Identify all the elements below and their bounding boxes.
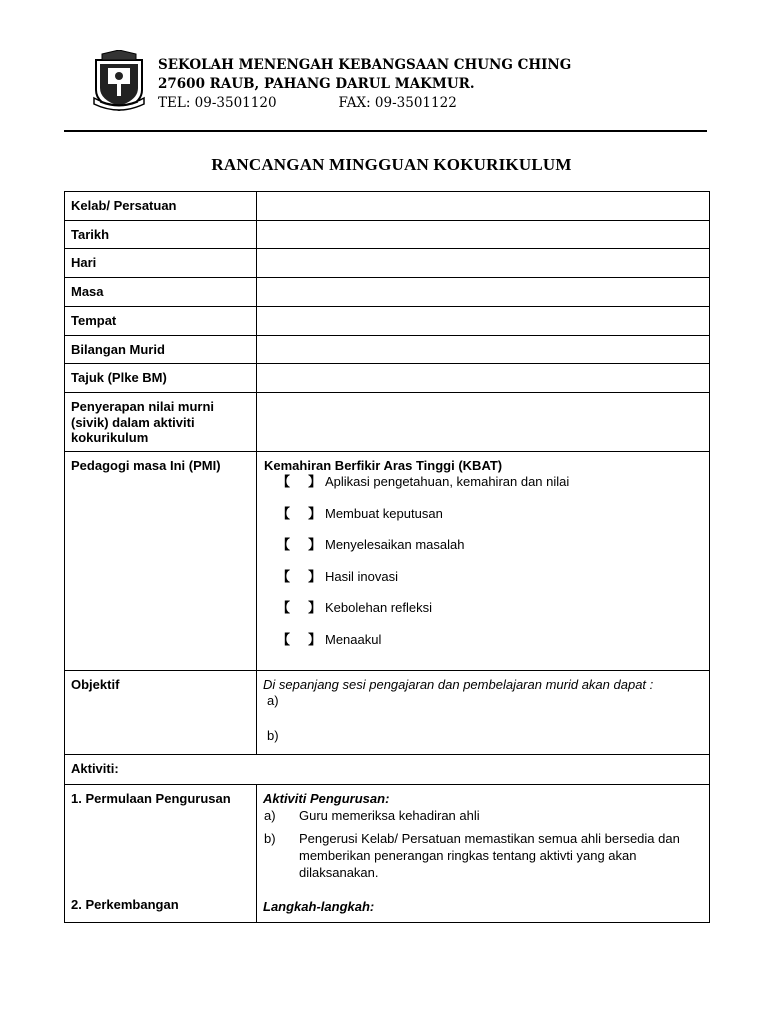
document-title: RANCANGAN MINGGUAN KOKURIKULUM — [211, 155, 572, 174]
list-item: a) Guru memeriksa kehadiran ahli — [264, 808, 480, 823]
weekly-plan-table — [64, 191, 710, 923]
label-masa: Masa — [65, 278, 257, 307]
langkah-heading: Langkah-langkah: — [263, 899, 375, 914]
checkbox-bracket[interactable]: 【 】 — [277, 600, 322, 615]
label-penyerapan: Penyerapan nilai murni (sivik) dalam aktiviti kokurikulum — [65, 393, 257, 452]
label-aktiviti: Aktiviti: — [65, 755, 710, 785]
label-tajuk: Tajuk (Plke BM) — [65, 364, 257, 393]
label-permulaan: 1. Permulaan Pengurusan — [71, 791, 231, 806]
label-kelab: Kelab/ Persatuan — [65, 192, 257, 221]
pengurusan-heading: Aktiviti Pengurusan: — [263, 791, 390, 806]
school-header — [158, 56, 571, 113]
field-tajuk[interactable] — [257, 364, 710, 393]
kbat-option-label: Hasil inovasi — [325, 568, 398, 584]
checkbox-bracket[interactable]: 【 】 — [277, 505, 322, 521]
objektif-a: a) — [267, 693, 279, 708]
field-kelab[interactable] — [257, 192, 710, 221]
kbat-option-label: Menaakul — [325, 631, 382, 647]
school-address: 27600 RAUB, PAHANG DARUL MAKMUR. — [158, 76, 475, 92]
field-bilangan-murid[interactable] — [257, 335, 710, 364]
field-masa[interactable] — [257, 278, 710, 307]
label-perkembangan: 2. Perkembangan — [71, 897, 179, 912]
header-divider — [64, 130, 707, 132]
kbat-option[interactable] — [277, 506, 709, 538]
label-bilangan-murid: Bilangan Murid — [65, 335, 257, 364]
checkbox-bracket[interactable]: 【 】 — [277, 474, 322, 489]
school-crest-icon — [92, 50, 146, 112]
field-tarikh[interactable] — [257, 220, 710, 249]
checkbox-bracket[interactable]: 【 】 — [277, 568, 322, 584]
kbat-option[interactable] — [277, 600, 709, 632]
field-tempat[interactable] — [257, 307, 710, 336]
kbat-option-label: Aplikasi pengetahuan, kemahiran dan nilai — [325, 474, 570, 489]
list-item: b) Pengerusi Kelab/ Persatuan memastikan semua ahli bersedia dan memberikan penerangan ringkas tentang aktivti yang akan dilaksanakan. — [264, 831, 680, 880]
objektif-section[interactable] — [257, 671, 710, 755]
kbat-heading: Kemahiran Berfikir Aras Tinggi (KBAT) — [264, 458, 503, 473]
field-hari[interactable] — [257, 249, 710, 278]
kbat-section — [257, 452, 710, 671]
kbat-option[interactable] — [277, 632, 709, 664]
label-tarikh: Tarikh — [65, 220, 257, 249]
school-name: SEKOLAH MENENGAH KEBANGSAAN CHUNG CHING — [158, 57, 572, 73]
kbat-option[interactable] — [277, 474, 709, 506]
objektif-b: b) — [267, 728, 279, 743]
field-penyerapan[interactable] — [257, 393, 710, 452]
kbat-option-label: Menyelesaikan masalah — [325, 537, 465, 552]
telephone-number: TEL: 09-3501120 — [158, 95, 277, 111]
kbat-option-label: Kebolehan refleksi — [325, 600, 432, 615]
contact-line — [158, 94, 571, 113]
kbat-option[interactable] — [277, 537, 709, 569]
label-objektif: Objektif — [65, 671, 257, 755]
checkbox-bracket[interactable]: 【 】 — [277, 537, 322, 552]
fax-number: FAX: 09-3501122 — [338, 95, 457, 111]
label-hari: Hari — [65, 249, 257, 278]
kbat-option-label: Membuat keputusan — [325, 505, 443, 521]
checkbox-bracket[interactable]: 【 】 — [277, 631, 322, 647]
pengurusan-section[interactable] — [257, 785, 710, 923]
label-tempat: Tempat — [65, 307, 257, 336]
activity-stages — [65, 785, 257, 923]
label-pedagogi: Pedagogi masa Ini (PMI) — [65, 452, 257, 671]
objektif-intro: Di sepanjang sesi pengajaran dan pembelajaran murid akan dapat : — [263, 677, 654, 692]
kbat-option[interactable] — [277, 569, 709, 601]
